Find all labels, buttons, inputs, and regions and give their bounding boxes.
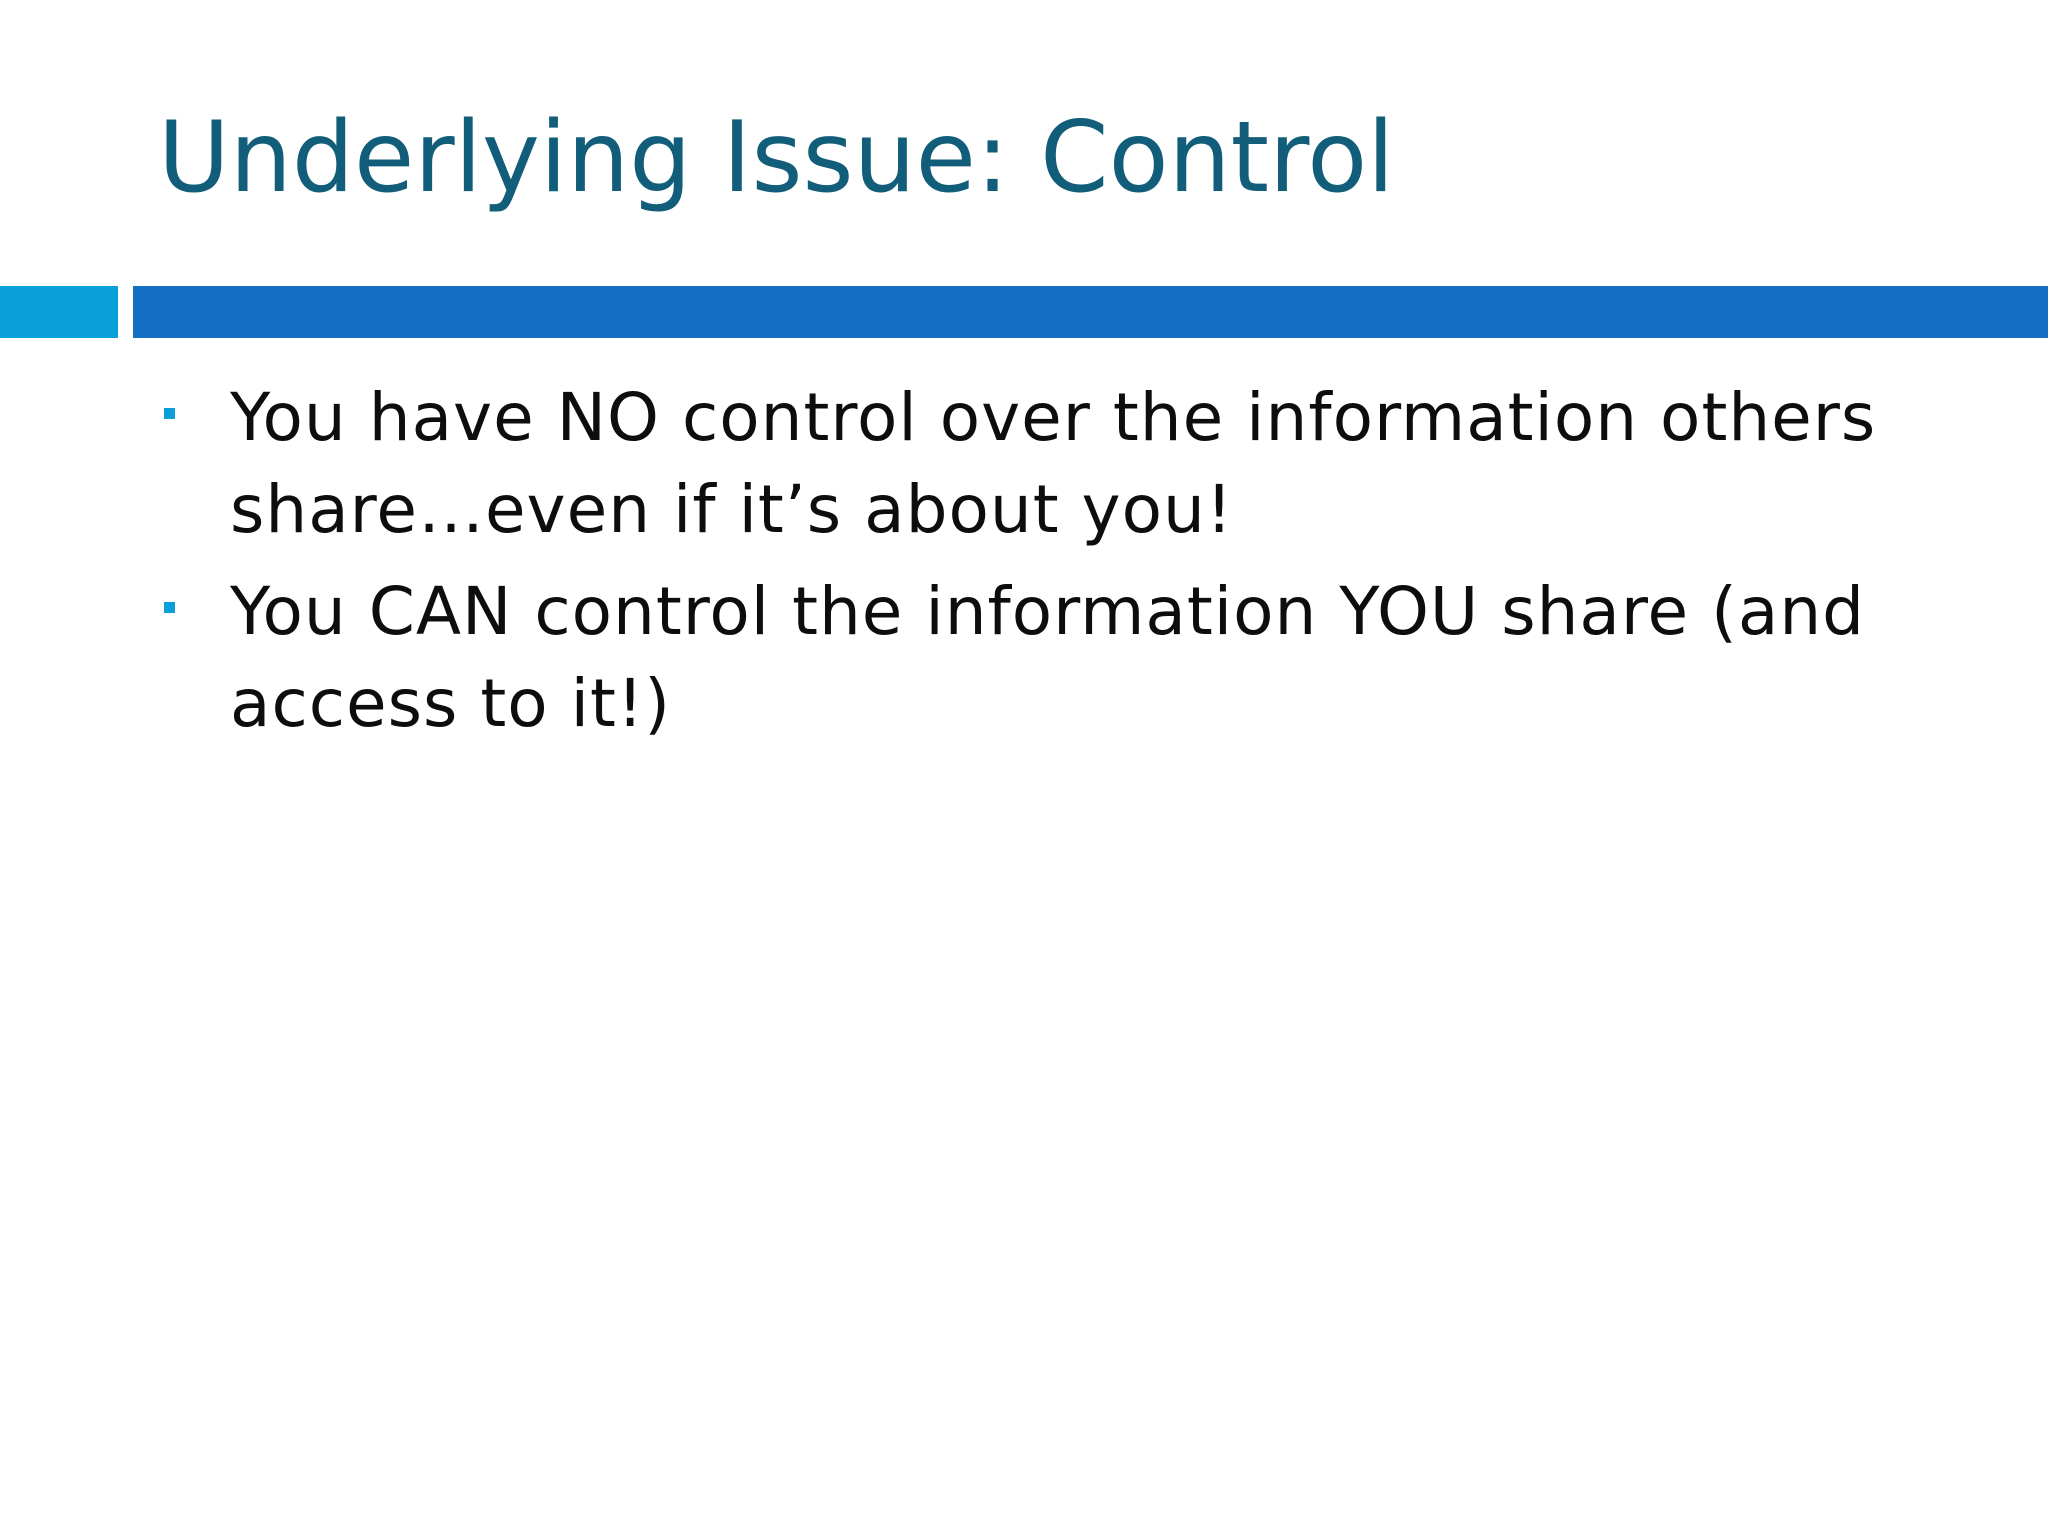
accent-bar-short (0, 286, 118, 338)
bullet-item (158, 372, 1878, 556)
bullet-item (158, 566, 1878, 750)
bullet-text: You CAN control the information YOU share (and access to it!) (230, 573, 1866, 742)
bullet-list (158, 372, 1878, 760)
bullet-text: You have NO control over the information others share…even if it’s about you! (230, 379, 1877, 548)
square-bullet-icon (164, 408, 175, 419)
accent-bar-long (133, 286, 2048, 338)
slide-title: Underlying Issue: Control (158, 101, 1395, 215)
square-bullet-icon (164, 602, 175, 613)
